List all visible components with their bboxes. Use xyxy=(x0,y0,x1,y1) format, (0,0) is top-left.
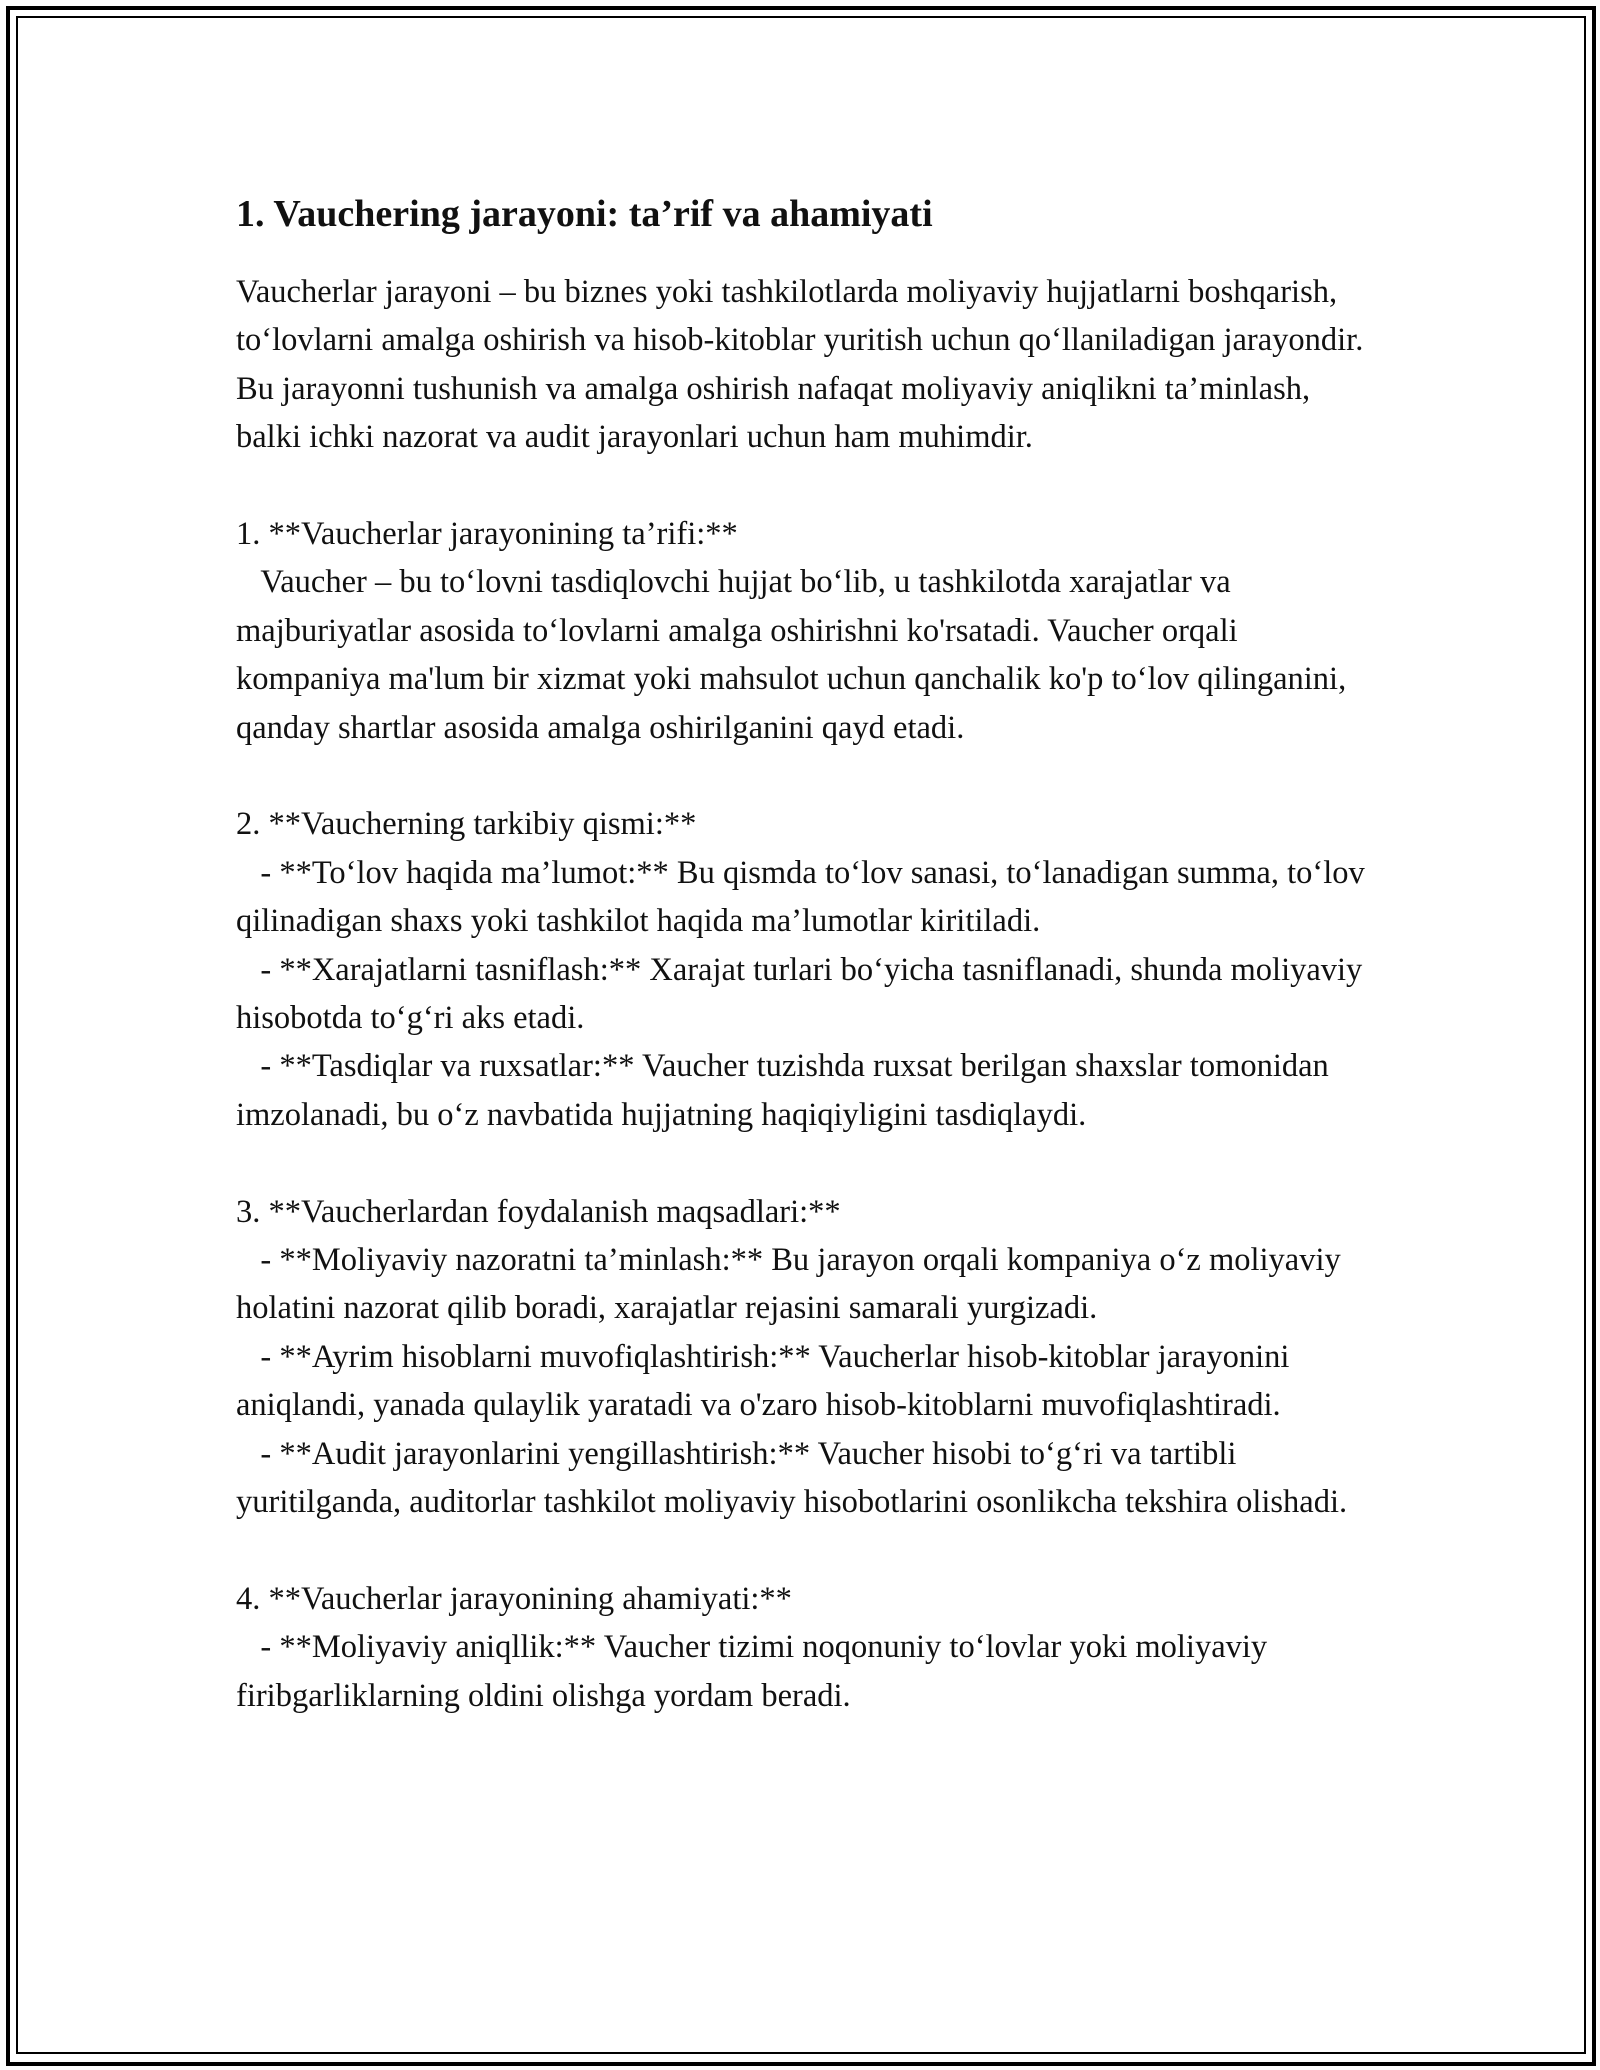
section-3-heading: 3. **Vaucherlardan foydalanish maqsadlari:** xyxy=(236,1193,841,1230)
section-3-item: - **Moliyaviy nazoratni ta’minlash:** Bu jarayon orqali kompaniya o‘z moliyaviy holatini nazorat qilib boradi, xarajatlar rejasini samarali yurgizadi. xyxy=(236,1242,1349,1327)
paragraph-gap xyxy=(236,1527,1376,1575)
section-3-item: - **Audit jarayonlarini yengillashtirish:** Vaucher hisobi to‘g‘ri va tartibli yuritilganda, auditorlar tashkilot moliyaviy hisobotlarini osonlikcha tekshira olishadi. xyxy=(236,1435,1348,1521)
section-2-item: - **Xarajatlarni tasniflash:** Xarajat turlari bo‘yicha tasniflanadi, shunda moliyaviy hisobotda to‘g‘ri aks etadi. xyxy=(236,951,1371,1037)
paragraph-gap xyxy=(236,1139,1376,1187)
section-1-body: Vaucher – bu to‘lovni tasdiqlovchi hujjat bo‘lib, u tashkilotda xarajatlar va majburiyatlar asosida to‘lovlarni amalga oshirishni ko'rsatadi. Vaucher orqali kompaniya ma'lum bir xizmat yoki mahsulot uchun qanchalik ko'p to‘lov qilinganini, qanday shartlar asosida amalga oshirilganini qayd etadi. xyxy=(236,564,1355,746)
section-3-item: - **Ayrim hisoblarni muvofiqlashtirish:** Vaucherlar hisob-kitoblar jarayonini aniqlandi, yanada qulaylik yaratadi va o'zaro hisob-kitoblarni muvofiqlashtiradi. xyxy=(236,1338,1298,1424)
intro-paragraph: Vaucherlar jarayoni – bu biznes yoki tashkilotlarda moliyaviy hujjatlarni boshqarish, to‘lovlarni amalga oshirish va hisob-kitoblar yuritish uchun qo‘llaniladigan jarayondir. Bu jarayonni tushunish va amalga oshirish nafaqat moliyaviy aniqlikni ta’minlash, balki ichki nazorat va audit jarayonlari uchun ham muhimdir. xyxy=(236,274,1372,456)
document-title: 1. Vauchering jarayoni: ta’rif va ahamiyati xyxy=(236,193,933,235)
section-1-heading: 1. **Vaucherlar jarayonining ta’rifi:** xyxy=(236,516,738,553)
section-4-item: - **Moliyaviy aniqllik:** Vaucher tizimi noqonuniy to‘lovlar yoki moliyaviy firibgarliklarning oldini olishga yordam beradi. xyxy=(236,1629,1276,1714)
section-4-heading: 4. **Vaucherlar jarayonining ahamiyati:** xyxy=(236,1580,792,1617)
paragraph-gap xyxy=(236,752,1376,800)
section-2-item: - **To‘lov haqida ma’lumot:** Bu qismda to‘lov sanasi, to‘lanadigan summa, to‘lov qilinadigan shaxs yoki tashkilot haqida ma’lumotlar kiritiladi. xyxy=(236,854,1373,940)
document-body xyxy=(236,188,1376,1720)
paragraph-gap xyxy=(236,462,1376,510)
section-2-heading: 2. **Vaucherning tarkibiy qismi:** xyxy=(236,806,697,843)
section-2-item: - **Tasdiqlar va ruxsatlar:** Vaucher tuzishda ruxsat berilgan shaxslar tomonidan imzolanadi, bu o‘z navbatida hujjatning haqiqiyligini tasdiqlaydi. xyxy=(236,1048,1337,1133)
